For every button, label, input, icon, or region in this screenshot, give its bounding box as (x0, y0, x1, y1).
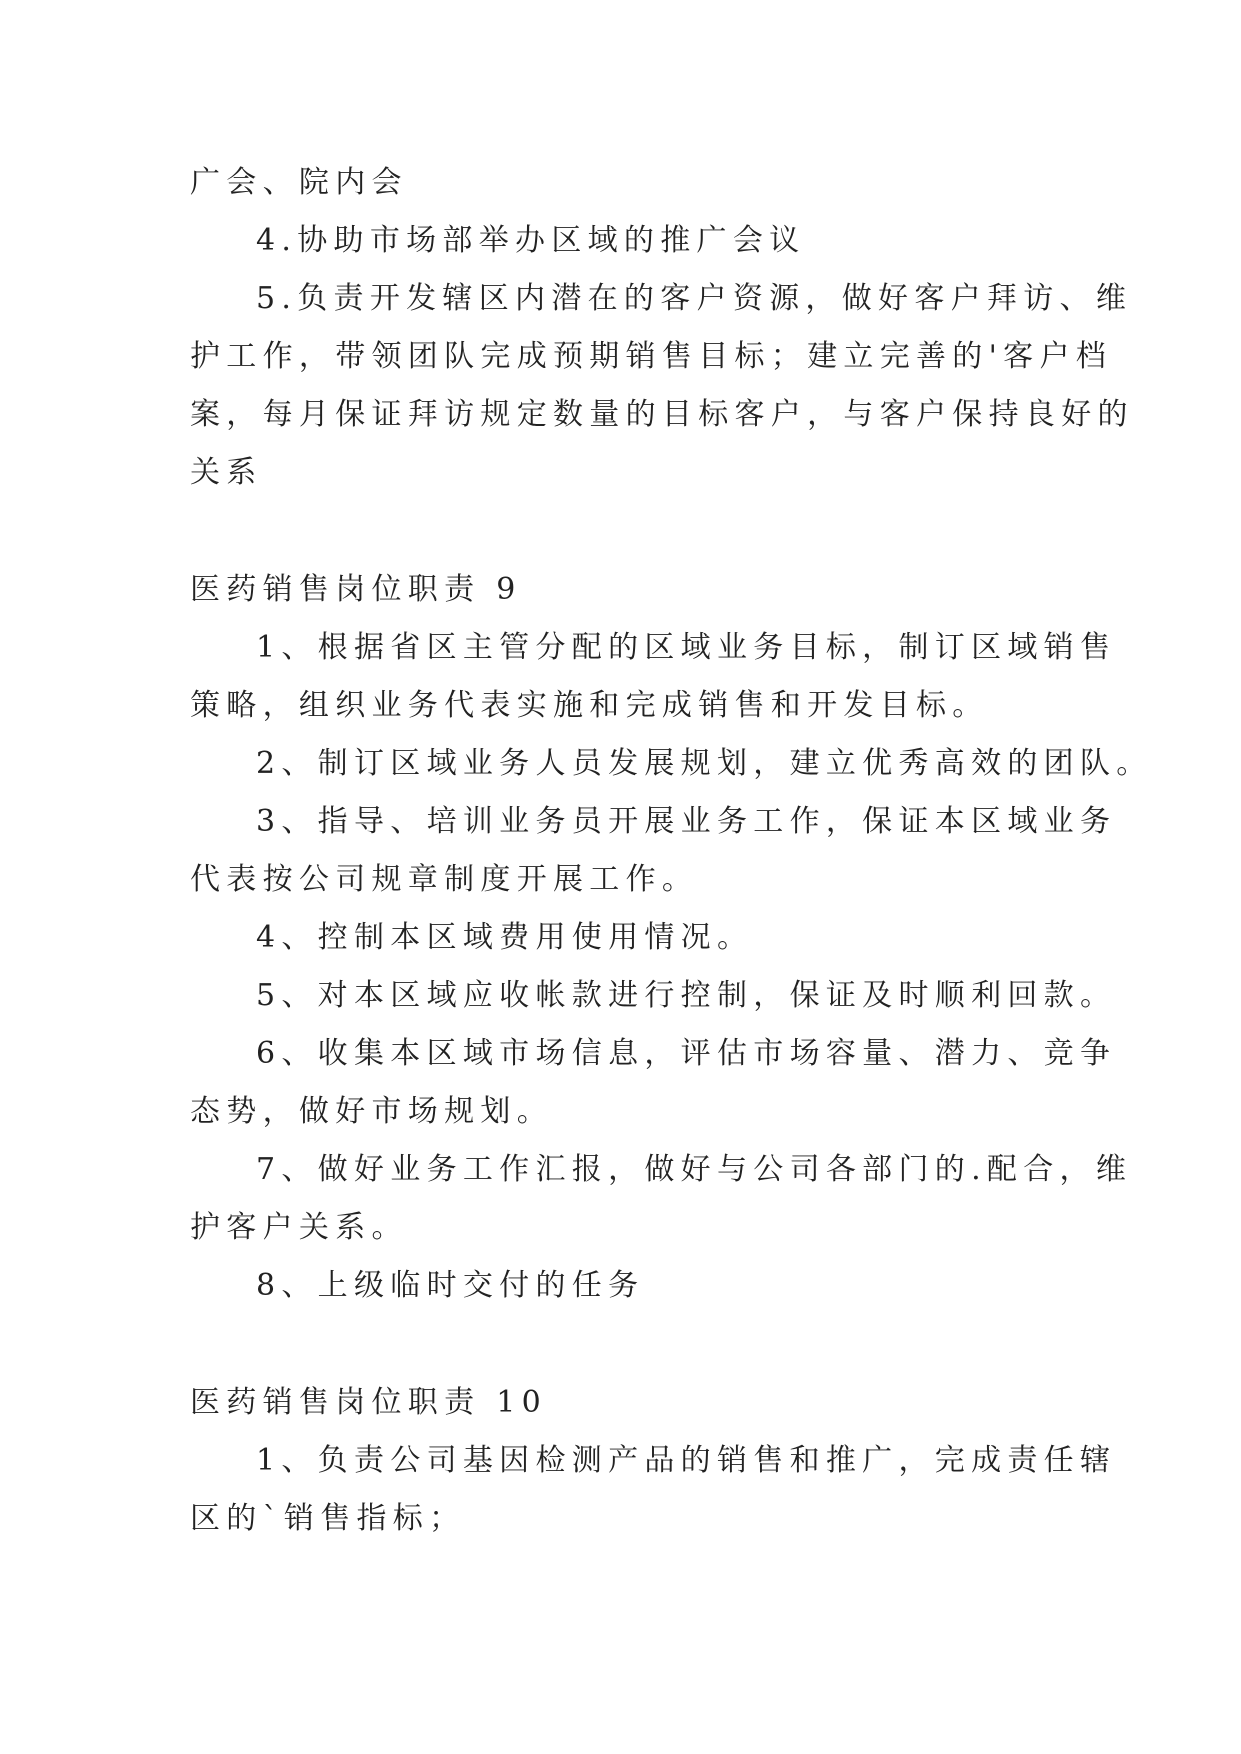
s9-item-7-line-1: 7、做好业务工作汇报，做好与公司各部门的.配合，维 (256, 1152, 1133, 1187)
list-item-4: 4.协助市场部举办区域的推广会议 (256, 223, 806, 258)
s9-item-3-line-1: 3、指导、培训业务员开展业务工作，保证本区域业务 (256, 804, 1117, 839)
list-item-5-line-1: 5.负责开发辖区内潜在的客户资源，做好客户拜访、维 (256, 281, 1133, 316)
s9-item-4: 4、控制本区域费用使用情况。 (256, 920, 754, 955)
s9-item-5: 5、对本区域应收帐款进行控制，保证及时顺利回款。 (256, 978, 1117, 1013)
list-item-5-line-3: 案，每月保证拜访规定数量的目标客户，与客户保持良好的 (190, 397, 1134, 432)
list-item-5-line-4: 关系 (190, 455, 263, 490)
section-title-9: 医药销售岗位职责 9 (190, 572, 522, 607)
s9-item-1-line-2: 策略，组织业务代表实施和完成销售和开发目标。 (190, 688, 989, 723)
s10-item-1-line-1: 1、负责公司基因检测产品的销售和推广，完成责任辖 (256, 1443, 1117, 1478)
paragraph-continuation: 广会、院内会 (190, 165, 408, 200)
s9-item-3-line-2: 代表按公司规章制度开展工作。 (190, 862, 699, 897)
section-title-10: 医药销售岗位职责 10 (190, 1385, 548, 1420)
s9-item-8: 8、上级临时交付的任务 (256, 1268, 645, 1303)
s9-item-1-line-1: 1、根据省区主管分配的区域业务目标，制订区域销售 (256, 630, 1117, 665)
list-item-5-line-2: 护工作，带领团队完成预期销售目标；建立完善的'客户档 (190, 339, 1113, 374)
s9-item-7-line-2: 护客户关系。 (190, 1210, 408, 1245)
s9-item-2: 2、制订区域业务人员发展规划，建立优秀高效的团队。 (256, 746, 1153, 781)
s9-item-6-line-1: 6、收集本区域市场信息，评估市场容量、潜力、竞争 (256, 1036, 1117, 1071)
s9-item-6-line-2: 态势，做好市场规划。 (190, 1094, 553, 1129)
s10-item-1-line-2: 区的`销售指标； (190, 1501, 466, 1536)
